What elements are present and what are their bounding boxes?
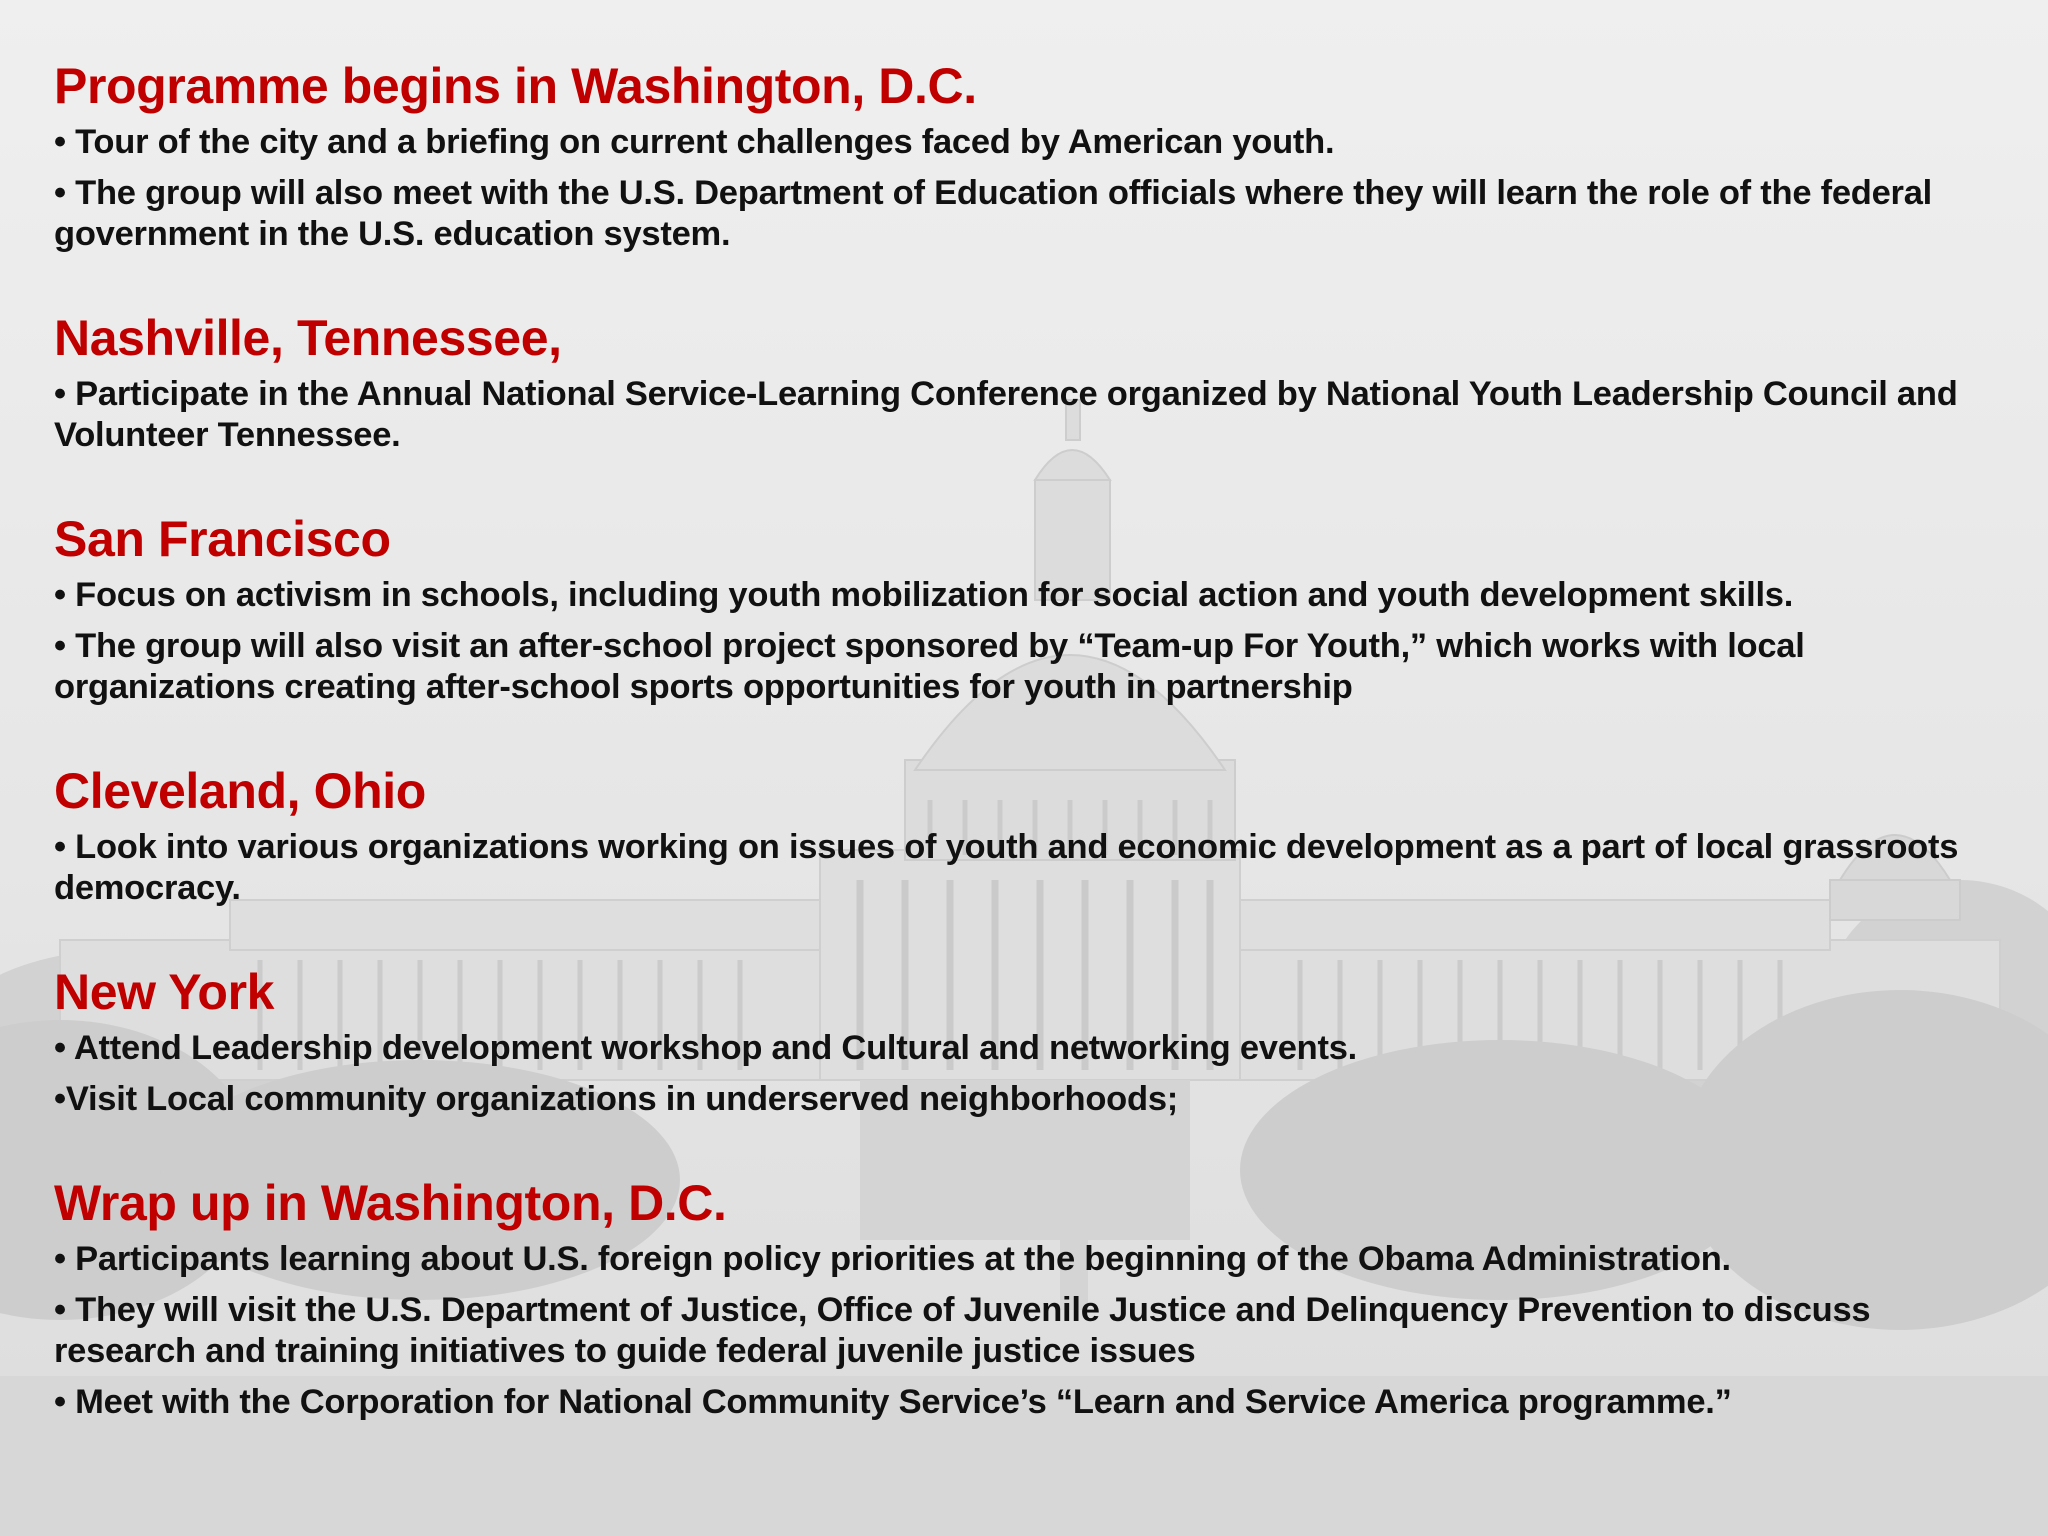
- bullet-item: • Tour of the city and a briefing on current challenges faced by American youth.: [54, 123, 1335, 161]
- section-cleveland: [54, 755, 2014, 909]
- section-heading: Cleveland, Ohio: [54, 763, 426, 819]
- section-new-york: [54, 956, 2014, 1120]
- section-san-francisco: [54, 503, 2014, 708]
- bullet-item: • The group will also visit an after-school project sponsored by “Team-up For Youth,” which works with local organizations creating after-school sports opportunities for youth in partnership: [54, 627, 1805, 706]
- bullet-item: • Participants learning about U.S. foreign policy priorities at the beginning of the Obama Administration.: [54, 1240, 1731, 1278]
- section-heading: Wrap up in Washington, D.C.: [54, 1175, 727, 1231]
- bullet-item: •Visit Local community organizations in underserved neighborhoods;: [54, 1080, 1179, 1118]
- bullet-item: • They will visit the U.S. Department of Justice, Office of Juvenile Justice and Delinquency Prevention to discuss research and training initiatives to guide federal juvenile justice issues: [54, 1291, 1871, 1370]
- section-heading: New York: [54, 964, 275, 1020]
- section-washington-start: [54, 50, 2014, 255]
- bullet-item: • The group will also meet with the U.S. Department of Education officials where they will learn the role of the federal government in the U.S. education system.: [54, 174, 1932, 253]
- bullet-item: • Focus on activism in schools, including youth mobilization for social action and youth development skills.: [54, 576, 1794, 614]
- itinerary: [54, 50, 2014, 1423]
- section-washington-wrap-up: [54, 1167, 2014, 1423]
- bullet-item: • Attend Leadership development workshop and Cultural and networking events.: [54, 1029, 1357, 1067]
- section-heading: Programme begins in Washington, D.C.: [54, 58, 977, 114]
- section-heading: Nashville, Tennessee,: [54, 310, 562, 366]
- section-nashville: [54, 302, 2014, 456]
- bullet-item: • Meet with the Corporation for National Community Service’s “Learn and Service America programme.”: [54, 1383, 1732, 1421]
- bullet-item: • Look into various organizations working on issues of youth and economic development as a part of local grassroots democracy.: [54, 828, 1959, 907]
- bullet-item: • Participate in the Annual National Service-Learning Conference organized by National Youth Leadership Council and Volunteer Tennessee.: [54, 375, 1958, 454]
- section-heading: San Francisco: [54, 511, 391, 567]
